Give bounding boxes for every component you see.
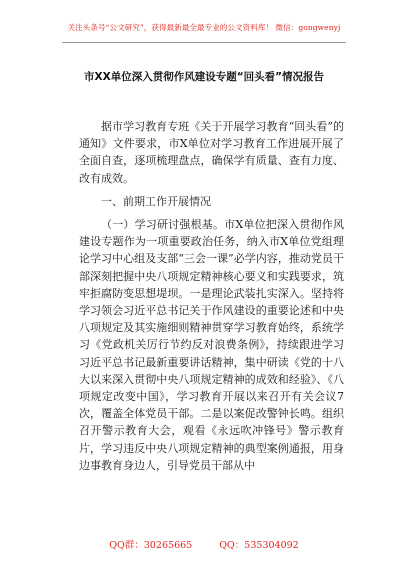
- footer-qq-group: QQ群：30265665: [109, 540, 193, 551]
- section-heading: 一、前期工作开展情况: [101, 194, 211, 208]
- header-divider: [62, 42, 346, 43]
- document-body: [79, 118, 344, 474]
- document-title: 市XX单位深入贯彻作风建设专题“回头看”情况报告: [84, 71, 324, 83]
- footer-contact: [0, 537, 408, 551]
- body-paragraph-intro: 据市学习教育专班《关于开展学习教育“回头看”的通知》文件要求，市X单位对学习教育工作进展开展了全面自查，逐项梳理盘点，确保学有质量、查有力度、改有成效。: [79, 120, 344, 185]
- header-banner: 关注头条号“公文研究”，获得最新最全最专业的公文资料库！ 微信：gongwenyj: [67, 23, 341, 32]
- footer-qq: QQ：535304092: [219, 540, 299, 551]
- body-paragraph-study: （一）学习研讨强根基。市X单位把深入贯彻作风建设专题作为一项重要政治任务，纳入市X单位党组理论学习中心组及支部“三会一课”必学内容，推动党员干部深刻把握中央八项规定精神核心要义和实践要求，筑牢拒腐防变思想堤坝。一是理论武装扎实深入。坚持将学习领会习近平总书记关于作风建设的重要论述和中央八项规定及其实施细则精神贯穿学习教育始终，系统学习《党政机关厉行节约反对浪费条例》，持续跟进学习习近平总书记最新重要讲话精神，集中研读《党的十八大以来深入贯彻中央八项规定精神的成效和经验》、《八项规定改变中国》，学习教育开展以来召开有关会议7次，覆盖全体党员干部。二是以案促改警钟长鸣。组织召开警示教育大会，观看《永远吹冲锋号》警示教育片，学习违反中央八项规定精神的典型案例通报，用身边事教育身边人，引导党员干部从中: [79, 218, 344, 472]
